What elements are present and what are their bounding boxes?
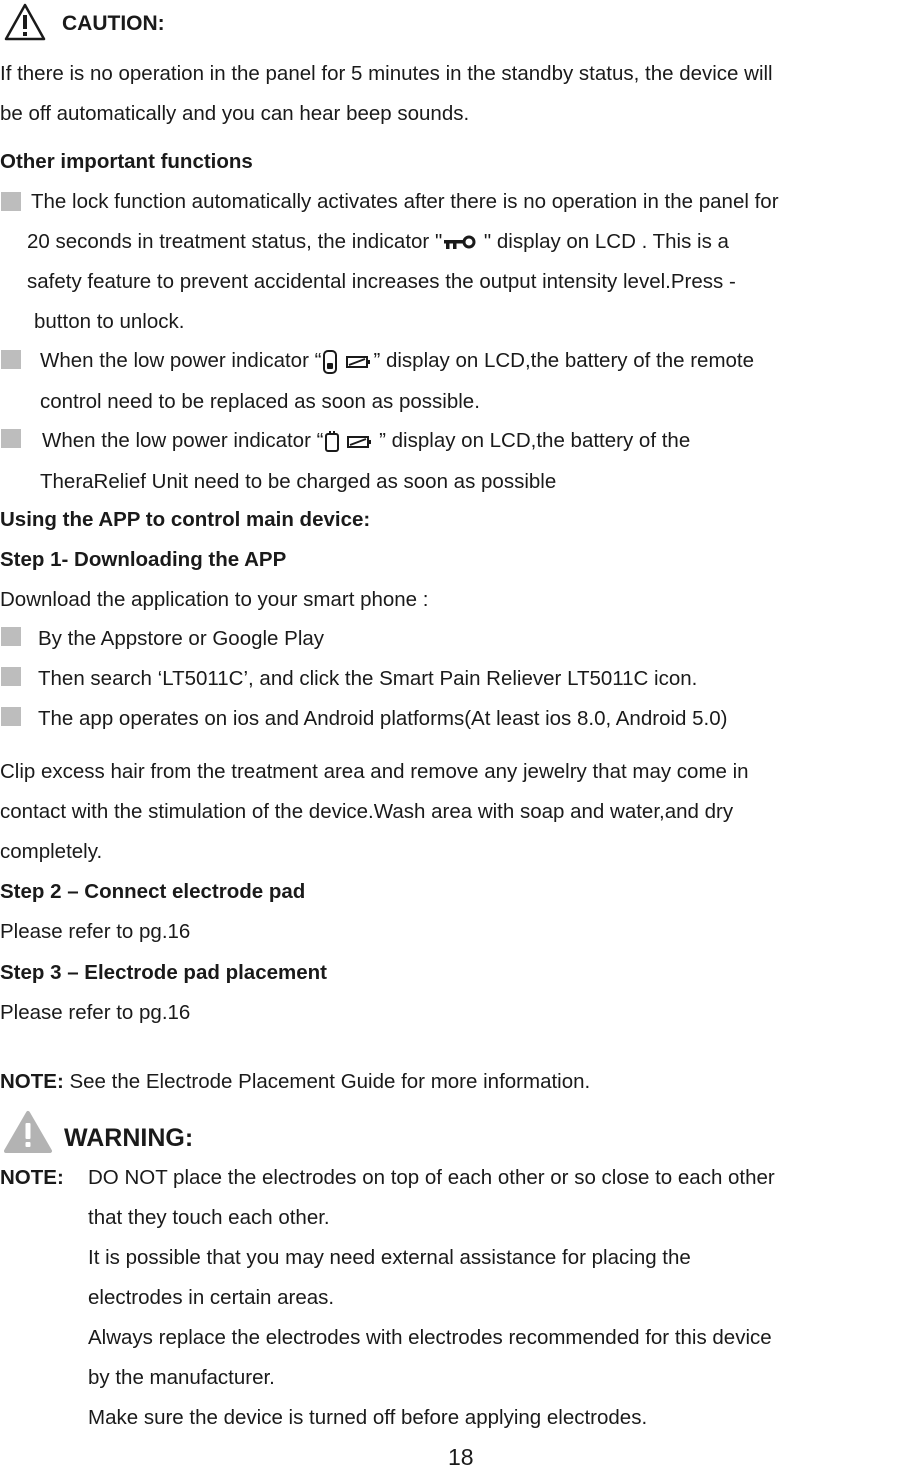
lock-key-icon bbox=[442, 235, 478, 251]
lock-line-2: 20 seconds in treatment status, the indicator " " display on LCD . This is a bbox=[27, 230, 729, 253]
caution-line-2: be off automatically and you can hear beep sounds. bbox=[0, 102, 470, 125]
lock-line-3: safety feature to prevent accidental increases the output intensity level.Press - bbox=[27, 270, 736, 293]
caution-line-1: If there is no operation in the panel for 5 minutes in the standby status, the device will bbox=[0, 62, 773, 85]
step1-intro: Download the application to your smart phone : bbox=[0, 588, 429, 611]
unit-low-battery-icon bbox=[323, 431, 373, 453]
bullet-square bbox=[1, 667, 21, 686]
warning-line-7: Make sure the device is turned off before applying electrodes. bbox=[88, 1406, 648, 1429]
lock-line-1: The lock function automatically activates after there is no operation in the panel for bbox=[31, 190, 779, 213]
remote-battery-line-2: control need to be replaced as soon as possible. bbox=[40, 390, 480, 413]
warning-line-1: DO NOT place the electrodes on top of each other or so close to each other bbox=[88, 1166, 775, 1189]
warning-line-2: that they touch each other. bbox=[88, 1206, 330, 1229]
note-label: NOTE: bbox=[0, 1070, 64, 1093]
step3-text: Please refer to pg.16 bbox=[0, 1001, 191, 1024]
warning-line-6: by the manufacturer. bbox=[88, 1366, 275, 1389]
caution-triangle-icon bbox=[3, 2, 47, 42]
page-number: 18 bbox=[448, 1444, 474, 1470]
step3-heading: Step 3 – Electrode pad placement bbox=[0, 961, 327, 984]
clip-line-3: completely. bbox=[0, 840, 103, 863]
bullet-square bbox=[1, 429, 21, 448]
warning-line-5: Always replace the electrodes with electrodes recommended for this device bbox=[88, 1326, 772, 1349]
lock-line-4: button to unlock. bbox=[34, 310, 185, 333]
bullet-square bbox=[1, 627, 21, 646]
app-bullet-3: The app operates on ios and Android platforms(At least ios 8.0, Android 5.0) bbox=[38, 707, 728, 730]
unit-battery-line-2: TheraRelief Unit need to be charged as soon as possible bbox=[40, 470, 557, 493]
app-bullet-1: By the Appstore or Google Play bbox=[38, 627, 325, 650]
note-text: See the Electrode Placement Guide for more information. bbox=[63, 1070, 591, 1093]
warning-title: WARNING: bbox=[64, 1124, 194, 1152]
app-heading: Using the APP to control main device: bbox=[0, 508, 371, 531]
warning-note-label: NOTE: bbox=[0, 1166, 64, 1189]
remote-low-battery-icon bbox=[321, 350, 373, 374]
warning-triangle-icon bbox=[3, 1110, 53, 1154]
bullet-square bbox=[1, 707, 21, 726]
warning-line-4: electrodes in certain areas. bbox=[88, 1286, 335, 1309]
step2-text: Please refer to pg.16 bbox=[0, 920, 191, 943]
other-functions-heading: Other important functions bbox=[0, 150, 253, 173]
clip-line-1: Clip excess hair from the treatment area and remove any jewelry that may come in bbox=[0, 760, 749, 783]
bullet-square bbox=[1, 192, 21, 211]
caution-title: CAUTION: bbox=[62, 12, 165, 35]
bullet-square bbox=[1, 350, 21, 369]
step2-heading: Step 2 – Connect electrode pad bbox=[0, 880, 306, 903]
note-line bbox=[0, 1070, 590, 1094]
unit-battery-line-1: When the low power indicator “ ” display on LCD,the battery of the bbox=[42, 429, 691, 452]
remote-battery-line-1: When the low power indicator “ ” display on LCD,the battery of the remote bbox=[40, 349, 755, 372]
warning-line-3: It is possible that you may need external assistance for placing the bbox=[88, 1246, 691, 1269]
clip-line-2: contact with the stimulation of the device.Wash area with soap and water,and dry bbox=[0, 800, 734, 823]
app-bullet-2: Then search ‘LT5011C’, and click the Smart Pain Reliever LT5011C icon. bbox=[38, 667, 698, 690]
step1-heading: Step 1- Downloading the APP bbox=[0, 548, 287, 571]
